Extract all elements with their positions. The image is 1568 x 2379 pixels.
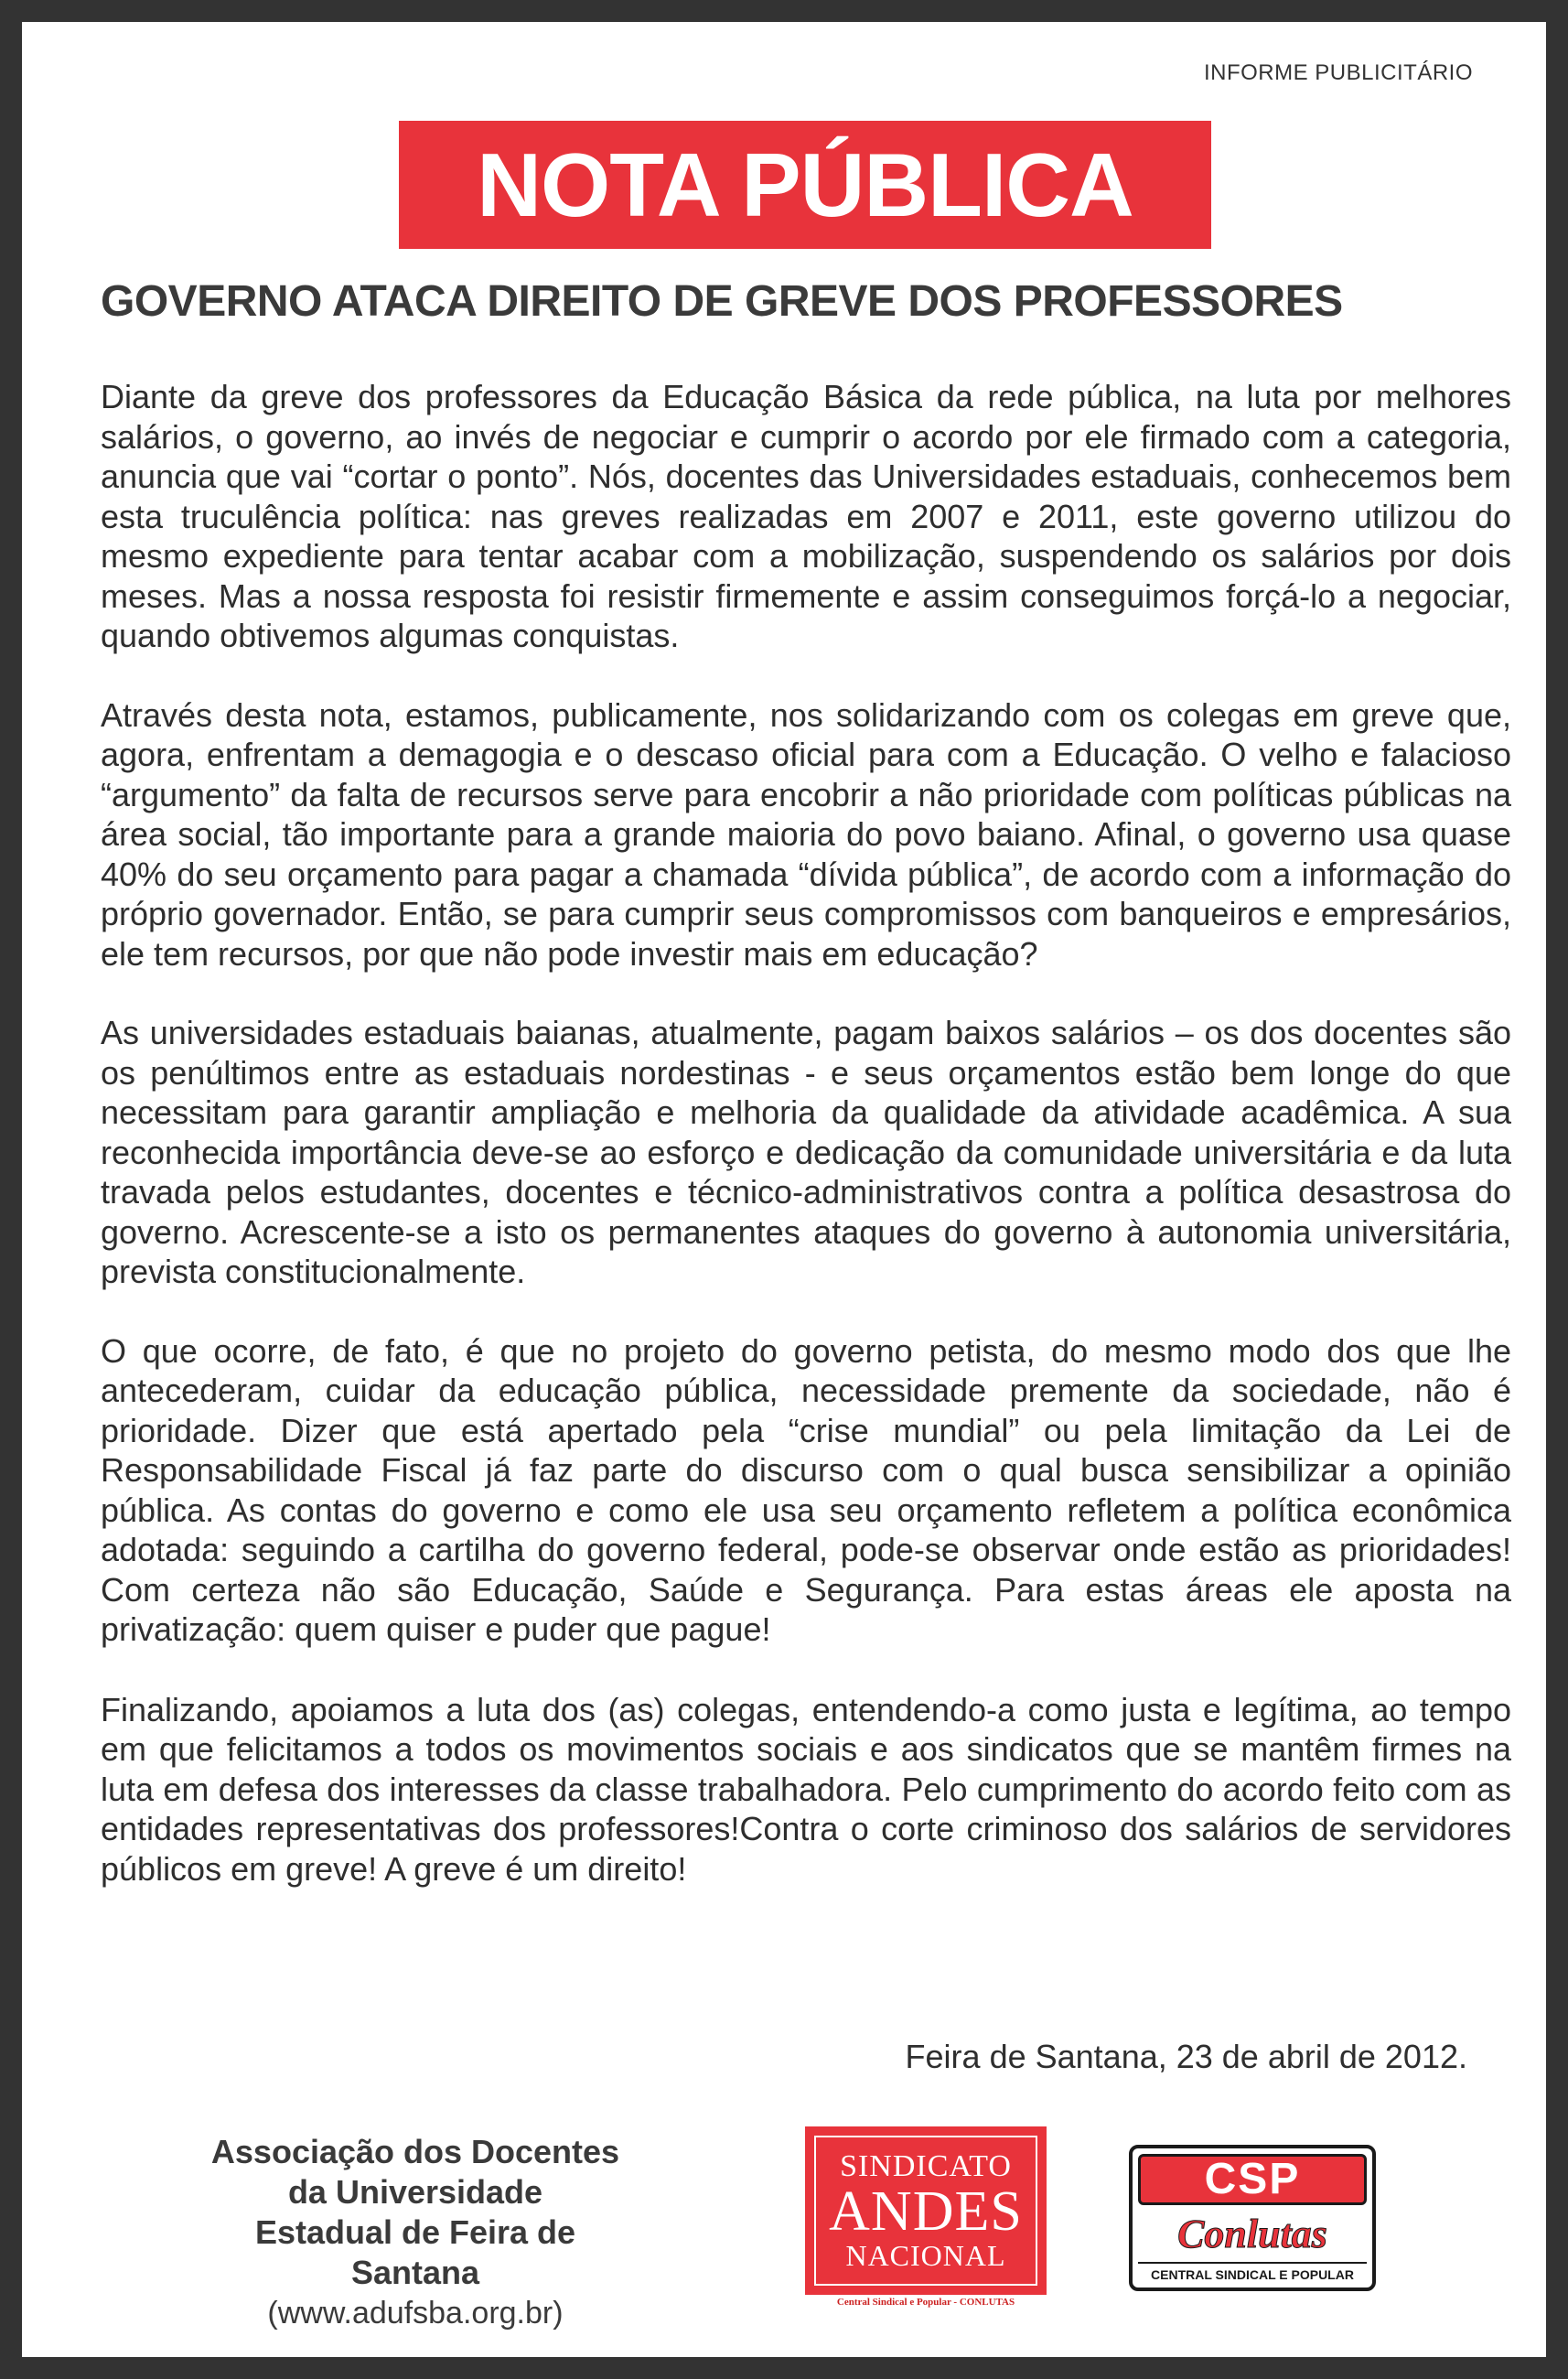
banner-title: NOTA PÚBLICA: [477, 134, 1133, 235]
article-body: [101, 377, 1511, 1928]
paragraph-1: Diante da greve dos professores da Educação Básica da rede pública, na luta por melhores salários, o governo, ao invés de negociar e cumprir o acordo por ele firmado com a categoria, anuncia que vai “cortar o ponto”. Nós, docentes das Universidades estaduais, conhecemos bem esta truculência política: nas greves realizadas em 2007 e 2011, este governo utilizou do mesmo expediente para tentar acabar com a mobilização, suspendendo os salários por dois meses. Mas a nossa resposta foi resistir firmemente e assim conseguimos forçá-lo a negociar, quando obtivemos algumas conquistas.: [101, 378, 1511, 654]
assoc-line-3: Estadual de Feira de Santana: [254, 2213, 576, 2291]
andes-logo: [805, 2126, 1047, 2308]
assoc-line-2: da Universidade: [287, 2173, 543, 2211]
andes-logo-line3: NACIONAL: [845, 2239, 1006, 2272]
andes-logo-line1: SINDICATO: [840, 2149, 1012, 2183]
assoc-line-1: Associação dos Docentes: [210, 2133, 620, 2170]
date-line: Feira de Santana, 23 de abril de 2012.: [905, 2038, 1467, 2075]
csp-logo-bottom: CENTRAL SINDICAL E POPULAR: [1138, 2262, 1367, 2286]
andes-logo-caption: Central Sindical e Popular - CONLUTAS: [836, 2297, 1015, 2308]
csp-conlutas-logo: [1129, 2145, 1376, 2291]
paragraph-3: As universidades estaduais baianas, atualmente, pagam baixos salários – os dos docentes são os penúltimos entre as estaduais nordestinas - e seus orçamentos estão bem longe do que necessitam para garantir ampliação e melhoria da qualidade da atividade acadêmica. A sua reconhecida importância deve-se ao esforço e dedicação da comunidade universitária e da luta travada pelos estudantes, docentes e técnico-administrativos contra a política desastrosa do governo. Acrescente-se a isto os permanentes ataques do governo à autonomia universitária, prevista constitucionalmente.: [101, 1014, 1511, 1290]
csp-logo-middle: Conlutas: [1177, 2212, 1327, 2256]
andes-logo-inner: [814, 2136, 1037, 2286]
assoc-url: (www.adufsba.org.br): [267, 2296, 564, 2331]
andes-logo-line2: ANDES: [829, 2180, 1023, 2243]
title-banner: [399, 121, 1211, 249]
paragraph-5: Finalizando, apoiamos a luta dos (as) colegas, entendendo-a como justa e legítima, ao tempo em que felicitamos a todos os movimentos sociais e aos sindicatos que se mantêm firmes na luta em defesa dos interesses da classe trabalhadora. Pelo cumprimento do acordo feito com as entidades representativas dos professores!Contra o corte criminoso dos salários de servidores públicos em greve! A greve é um direito!: [101, 1690, 1511, 1888]
paragraph-4: O que ocorre, de fato, é que no projeto do governo petista, do mesmo modo dos que lhe antecederam, cuidar da educação pública, necessidade premente da sociedade, não é prioridade. Dizer que está apertado pela “crise mundial” ou pela limitação da Lei de Responsabilidade Fiscal já faz parte do discurso com o qual busca sensibilizar a opinião pública. As contas do governo e como ele usa seu orçamento refletem a política econômica adotada: seguindo a cartilha do governo federal, pode-se observar onde estão as prioridades! Com certeza não são Educação, Saúde e Segurança. Para estas áreas ele aposta na privatização: quem quiser e puder que pague!: [101, 1331, 1511, 1648]
headline: GOVERNO ATACA DIREITO DE GREVE DOS PROFESSORES: [101, 277, 1343, 326]
association-signature: [205, 2132, 626, 2333]
informe-publicitario-label: INFORME PUBLICITÁRIO: [1203, 60, 1473, 85]
paragraph-2: Através desta nota, estamos, publicamente, nos solidarizando com os colegas em greve que, agora, enfrentam a demagogia e o descaso oficial para com a Educação. O velho e falacioso “argumento” da falta de recursos serve para encobrir a não prioridade com políticas públicas na área social, tão importante para a grande maioria do povo baiano. Afinal, o governo usa quase 40% do seu orçamento para pagar a chamada “dívida pública”, de acordo com a informação do próprio governador. Então, se para cumprir seus compromissos com banqueiros e empresários, ele tem recursos, por que não pode investir mais em educação?: [101, 695, 1511, 973]
csp-logo-top: CSP: [1138, 2154, 1367, 2205]
